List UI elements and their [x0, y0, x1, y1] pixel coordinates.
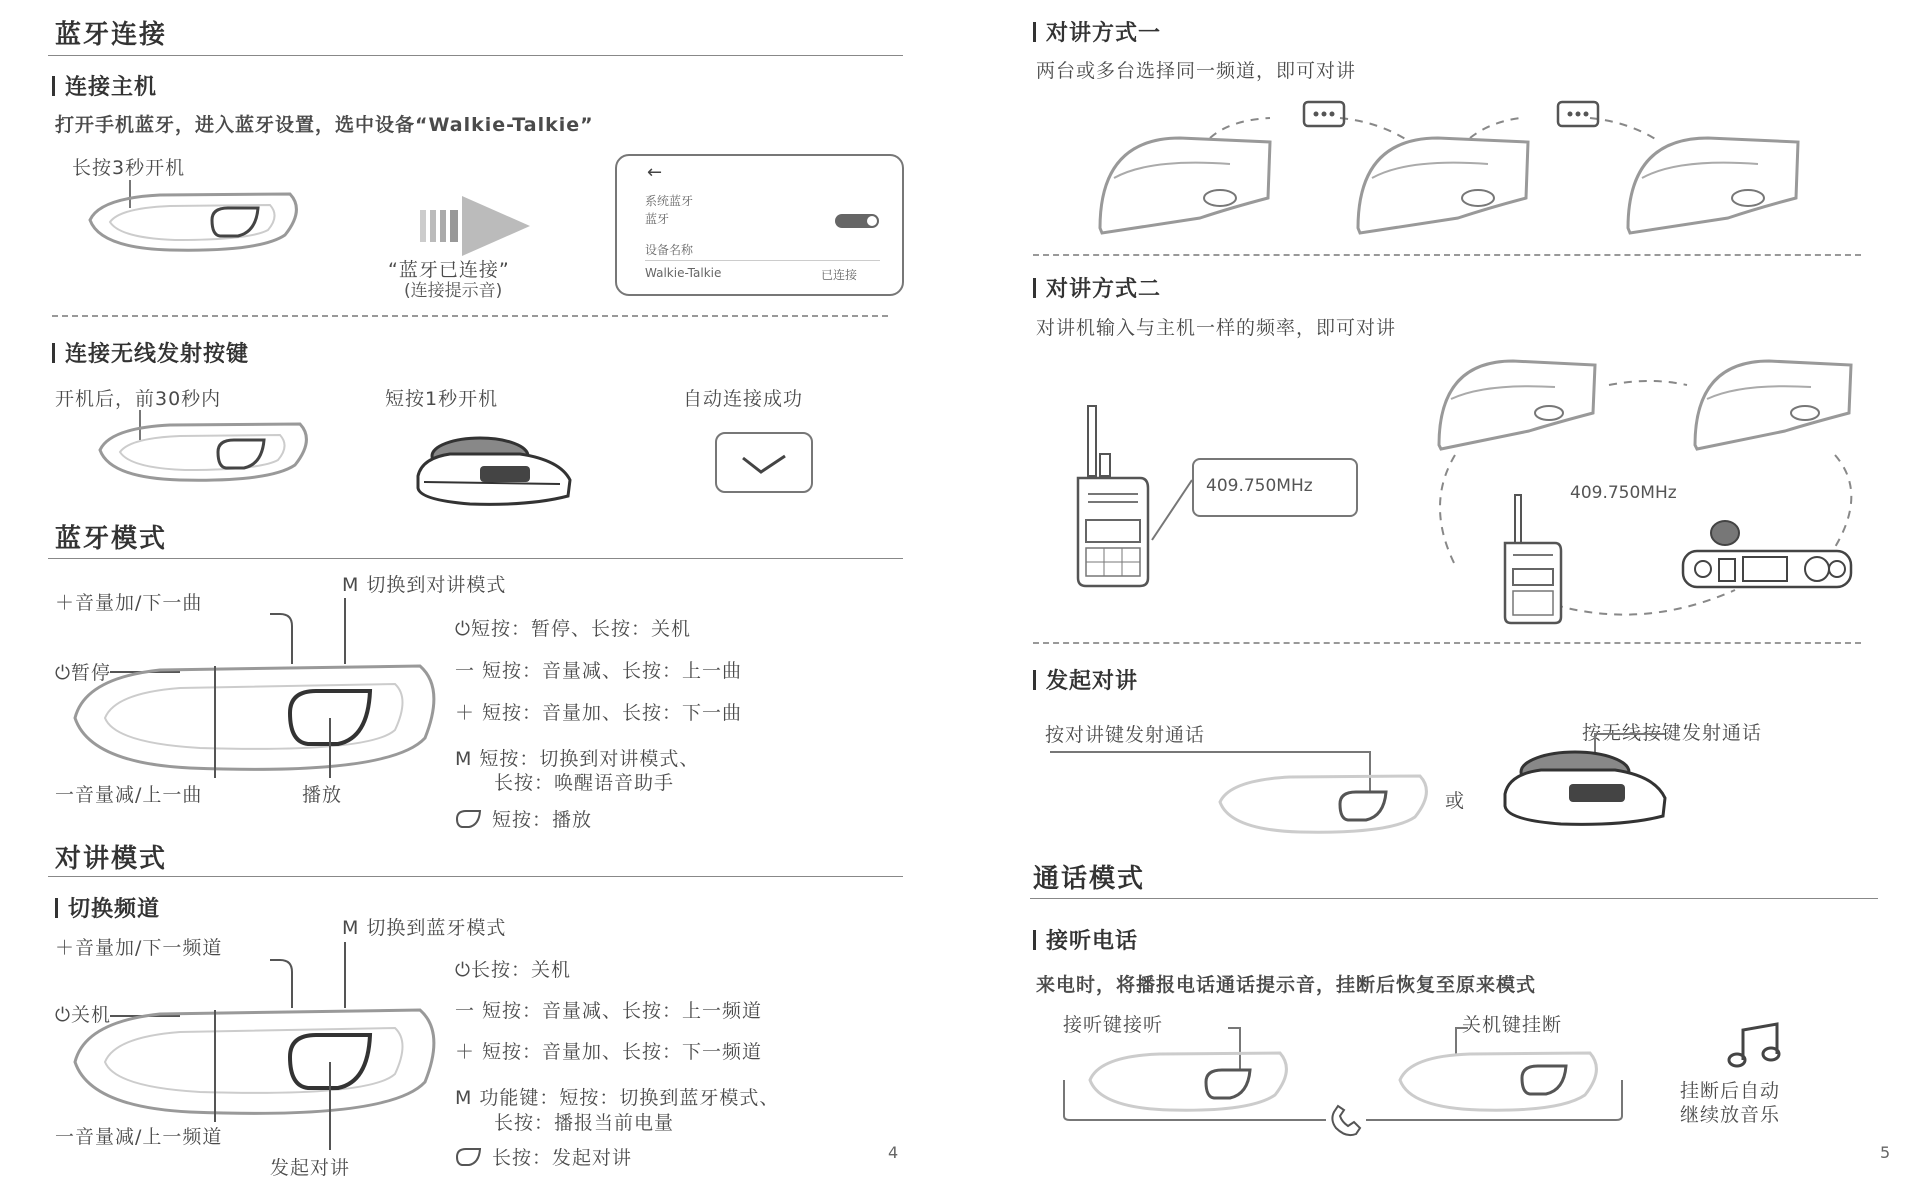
arrow-right-icon	[420, 196, 540, 256]
divider	[1030, 898, 1878, 899]
walkie-talkie-icon	[1070, 402, 1160, 592]
label-press-wireless-key: 按无线按键发射通话	[1582, 722, 1763, 744]
headset-device-icon	[80, 180, 300, 260]
legend-talk-channel: 长按：发起对讲	[492, 1147, 633, 1169]
legend-mode: M 短按：切换到对讲模式、	[455, 748, 700, 770]
phone-bluetooth-settings	[615, 154, 904, 296]
label-bt-connected-tone: “蓝牙已连接”	[388, 259, 510, 281]
divider-dashed	[52, 315, 888, 317]
headset-large-diagram	[50, 598, 450, 788]
label-connect-tone-note: (连接提示音)	[404, 281, 503, 301]
answer-hangup-diagram	[1060, 1020, 1640, 1160]
label-vol-down-prev: 一音量减/上一曲	[55, 784, 203, 806]
label-vol-down-prev-channel: 一音量减/上一频道	[55, 1126, 223, 1148]
label-mode-switch-intercom: M 切换到对讲模式	[342, 574, 507, 596]
phone-bluetooth-label: 蓝牙	[645, 212, 670, 226]
heading-start-talk: 发起对讲	[1033, 664, 1138, 695]
heading-connect-host: 连接主机	[52, 70, 157, 101]
legend-mode-long-channel: 长按：播报当前电量	[494, 1112, 675, 1134]
phone-call-icon	[1332, 1106, 1360, 1135]
label-play: 播放	[302, 784, 343, 806]
legend-mode-channel: M 功能键：短按：切换到蓝牙模式、	[455, 1087, 780, 1109]
helmet-icon	[1439, 361, 1595, 449]
legend-minus-channel: 一 短按：音量减、长按：上一频道	[455, 1000, 763, 1022]
headset-large-diagram	[50, 942, 450, 1142]
play-button-icon	[454, 1146, 484, 1168]
mobile-radio-icon	[1683, 521, 1851, 587]
desc-answer-call: 来电时，将播报电话通话提示音，挂断后恢复至原来模式	[1036, 974, 1537, 996]
section-title-call-mode: 通话模式	[1033, 864, 1146, 894]
divider	[48, 558, 903, 559]
headset-device-icon	[90, 410, 310, 490]
phone-device-status: 已连接	[821, 268, 858, 282]
frequency-value: 409.750MHz	[1206, 476, 1313, 496]
phone-section-title: 系统蓝牙	[645, 194, 694, 208]
heading-answer-call: 接听电话	[1033, 924, 1138, 955]
section-title-intercom-mode: 对讲模式	[55, 844, 168, 874]
label-power-on: 长按3秒开机	[72, 157, 186, 179]
helmets-same-channel-diagram	[1090, 98, 1880, 248]
label-music-resume-2: 继续放音乐	[1680, 1104, 1781, 1126]
label-step-auto-connected: 自动连接成功	[683, 388, 804, 410]
legend-plus: ＋ 短按：音量加、长按：下一曲	[455, 702, 743, 724]
label-step-within-30s: 开机后，前30秒内	[55, 388, 222, 410]
label-mode-switch-bt: M 切换到蓝牙模式	[342, 917, 507, 939]
play-button-icon	[454, 808, 484, 830]
phone-device-entry[interactable]: Walkie-Talkie	[645, 266, 722, 280]
divider	[48, 55, 903, 56]
back-arrow-icon[interactable]: ←	[647, 162, 663, 183]
walkie-talkie-icon	[1505, 495, 1561, 623]
legend-plus-channel: ＋ 短按：音量加、长按：下一频道	[455, 1041, 763, 1063]
section-title-bluetooth-mode: 蓝牙模式	[55, 524, 168, 554]
label-or: 或	[1445, 790, 1466, 812]
legend-play: 短按：播放	[492, 809, 593, 831]
label-hangup-key: 关机键挂断	[1462, 1014, 1563, 1036]
heading-switch-channel: 切换频道	[55, 892, 160, 923]
divider-dashed	[1033, 642, 1861, 644]
label-music-resume-1: 挂断后自动	[1680, 1080, 1781, 1102]
connector-line	[1152, 478, 1192, 548]
label-power-off: ⏻关机	[55, 1004, 112, 1026]
bluetooth-toggle[interactable]	[835, 214, 879, 228]
legend-power-channel: ⏻长按：关机	[455, 959, 572, 981]
frequency-value-2: 409.750MHz	[1570, 483, 1677, 503]
heading-method-two: 对讲方式二	[1033, 272, 1161, 303]
legend-power: ⏻短按：暂停、长按：关机	[455, 618, 692, 640]
checkmark-icon	[715, 432, 813, 493]
label-start-talk: 发起对讲	[270, 1157, 351, 1179]
label-step-press-1s: 短按1秒开机	[385, 388, 499, 410]
music-note-icon	[1725, 1022, 1785, 1072]
instruction-connect-host: 打开手机蓝牙，进入蓝牙设置，选中设备“Walkie-Talkie”	[55, 114, 594, 136]
label-pause: ⏻暂停	[55, 662, 112, 684]
page-number-left: 4	[888, 1143, 899, 1162]
frequency-box	[1192, 458, 1358, 517]
section-title-bluetooth-connect: 蓝牙连接	[55, 20, 168, 50]
label-vol-up-next: ＋音量加/下一曲	[55, 592, 203, 614]
phone-device-name-label: 设备名称	[645, 243, 694, 257]
desc-method-one: 两台或多台选择同一频道，即可对讲	[1036, 60, 1357, 82]
legend-minus: 一 短按：音量减、长按：上一曲	[455, 660, 743, 682]
page-number-right: 5	[1880, 1143, 1891, 1162]
helmet-icon	[1358, 138, 1528, 233]
helmet-icon	[1628, 138, 1798, 233]
wireless-remote-button-icon	[1485, 728, 1675, 838]
legend-mode-long: 长按：唤醒语音助手	[494, 772, 675, 794]
label-vol-up-next-channel: ＋音量加/下一频道	[55, 937, 223, 959]
divider	[48, 876, 903, 877]
helmet-icon	[1100, 138, 1270, 233]
headset-device-icon	[1040, 742, 1480, 837]
label-press-talk-key: 按对讲键发射通话	[1045, 724, 1206, 746]
divider-dashed	[1033, 254, 1861, 256]
wireless-remote-button-icon	[410, 428, 580, 508]
helmet-icon	[1695, 361, 1851, 449]
chat-bubble-icon	[1558, 102, 1598, 126]
heading-connect-remote: 连接无线发射按键	[52, 337, 249, 368]
label-answer-key: 接听键接听	[1063, 1014, 1164, 1036]
desc-method-two: 对讲机输入与主机一样的频率，即可对讲	[1036, 317, 1397, 339]
heading-method-one: 对讲方式一	[1033, 16, 1161, 47]
chat-bubble-icon	[1304, 102, 1344, 126]
